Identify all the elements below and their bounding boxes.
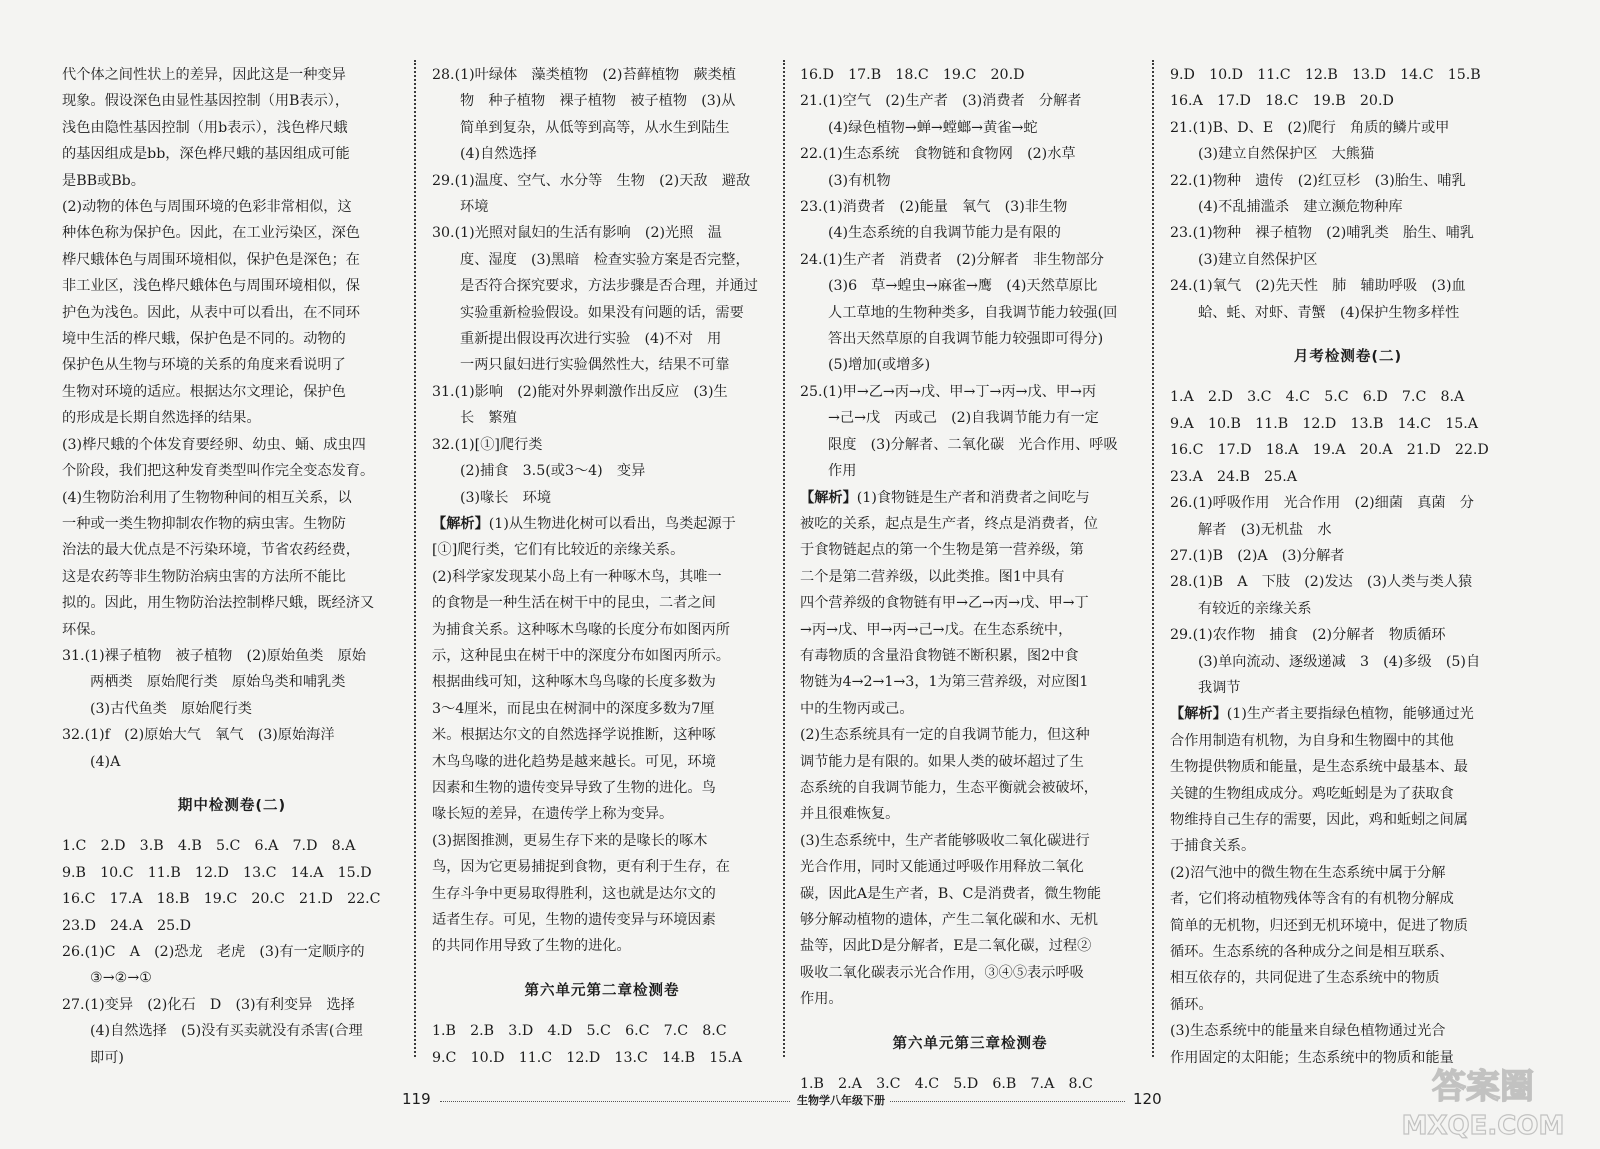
analysis-line: 关键的生物组成成分。鸡吃蚯蚓是为了获取食 <box>1170 785 1454 802</box>
answer-line: (3)有机物 <box>828 172 891 189</box>
section-heading-unit6-ch2: 第六单元第二章检测卷 <box>524 982 680 999</box>
analysis-block <box>432 511 772 960</box>
analysis-line: 中的生物丙或己。 <box>800 700 914 717</box>
analysis-line: 喙长短的差异，在遗传学上称为变异。 <box>432 806 674 823</box>
text-line: (4)生物防治利用了生物物种间的相互关系，以 <box>62 489 352 506</box>
analysis-line: 够分解动植物的遗体，产生二氧化碳和水、无机 <box>800 912 1098 928</box>
answer-line: 29.(1)农作物 捕食 (2)分解者 物质循环 <box>1170 627 1446 644</box>
answer-line: 9.D 10.D 11.C 12.B 13.D 14.C 15.B <box>1170 67 1481 83</box>
answer-line: 28.(1)叶绿体 藻类植物 (2)苔藓植物 蕨类植 <box>432 67 736 83</box>
text-line: 保护色从生物与环境的关系的角度来看说明了 <box>62 357 346 374</box>
analysis-block <box>800 485 1140 1013</box>
answer-line: 27.(1)变异 (2)化石 D (3)有利变异 选择 <box>62 996 355 1013</box>
answer-line: 23.(1)物种 裸子植物 (2)哺乳类 胎生、哺乳 <box>1170 225 1474 242</box>
text-line: 浅色由隐性基因控制（用b表示），浅色桦尺蛾 <box>62 119 348 136</box>
column-separator <box>1152 60 1154 1057</box>
analysis-line: 盐等，因此D是分解者，E是二氧化碳，过程② <box>800 938 1092 955</box>
answer-line: 实验重新检验假设。如果没有问题的话，需要 <box>460 304 744 321</box>
text-line: 拟的。因此，用生物防治法控制桦尺蛾，既经济又 <box>62 595 375 612</box>
footer-rule <box>890 1101 1125 1102</box>
answer-line: 一两只鼠妇进行实验偶然性大，结果不可靠 <box>460 357 730 374</box>
analysis-line: 示，这种昆虫在树干中的深度分布如图丙所示。 <box>432 647 730 664</box>
analysis-line: 木鸟鸟喙的进化趋势是越来越长。可见，环境 <box>432 753 716 770</box>
answer-line: (3)6 草→蝗虫→麻雀→鹰 (4)天然草原比 <box>828 278 1098 295</box>
answer-line: (3)建立自然保护区 大熊猫 <box>1198 146 1375 163</box>
text-line: 一种或一类生物抑制农作物的病虫害。生物防 <box>62 515 346 532</box>
analysis-line: 四个营养级的食物链有甲→乙→丙→戊、甲→丁 <box>800 595 1089 612</box>
answer-line: 9.A 10.B 11.B 12.D 13.B 14.C 15.A <box>1170 415 1479 432</box>
text-line: 代个体之间性状上的差异，因此这是一种变异 <box>62 67 346 83</box>
answer-line: 30.(1)光照对鼠妇的生活有影响 (2)光照 温 <box>432 225 722 242</box>
answer-line: 16.D 17.B 18.C 19.C 20.D <box>800 67 1025 83</box>
answer-line: (3)单向流动、逐级递减 3 (4)多级 (5)自 <box>1198 653 1481 670</box>
answer-line: 24.(1)氧气 (2)先天性 肺 辅助呼吸 (3)血 <box>1170 278 1466 295</box>
answer-line: (3)喙长 环境 <box>460 489 552 506</box>
answer-line: 31.(1)裸子植物 被子植物 (2)原始鱼类 原始 <box>62 647 366 664</box>
answer-line: 人工草地的生物种类多，自我调节能力较强(回 <box>828 304 1118 321</box>
analysis-tag: 【解析】 <box>800 489 857 506</box>
text-line: 这是农药等非生物防治病虫害的方法所不能比 <box>62 568 346 585</box>
answer-line: 22.(1)物种 遗传 (2)红豆杉 (3)胎生、哺乳 <box>1170 172 1466 189</box>
analysis-line: 吸收二氧化碳表示光合作用，③④⑤表示呼吸 <box>800 964 1084 981</box>
answer-line: 度、湿度 (3)黑暗 检查实验方案是否完整， <box>460 251 750 268</box>
analysis-text: (1)生产者主要指绿色植物，能够通过光 <box>1226 706 1474 723</box>
answer-line: 即可) <box>90 1049 124 1066</box>
answer-block <box>432 1018 772 1071</box>
answer-line: 重新提出假设再次进行实验 (4)不对 用 <box>460 331 722 348</box>
analysis-line: 相互依存的，共同促进了生态系统中的物质 <box>1170 970 1440 987</box>
answer-line: 环境 <box>460 199 489 216</box>
answer-line: 21.(1)B、D、E (2)爬行 角质的鳞片或甲 <box>1170 119 1450 136</box>
page-number-left: 119 <box>402 1090 431 1108</box>
analysis-tag: 【解析】 <box>1170 706 1227 723</box>
watermark-url: MXQE.COM <box>1401 1111 1565 1141</box>
section-heading-monthly: 月考检测卷(二) <box>1293 349 1403 366</box>
answer-line: ③→②→① <box>90 970 152 987</box>
analysis-line: 为捕食关系。这种啄木鸟喙的长度分布如图丙所 <box>432 621 730 638</box>
footer-rule <box>440 1101 790 1102</box>
analysis-line <box>800 485 1140 511</box>
answer-line: 我调节 <box>1198 679 1241 696</box>
analysis-line: (2)沼气池中的微生物在生态系统中属于分解 <box>1170 864 1446 881</box>
analysis-line: 作用。 <box>800 991 843 1008</box>
analysis-line: 碳，因此A是生产者，B、C是消费者，微生物能 <box>800 885 1102 902</box>
analysis-line: →丙→戊、甲→丙→己→戊。在生态系统中， <box>800 621 1073 638</box>
answer-line: 29.(1)温度、空气、水分等 生物 (2)天敌 避敌 <box>432 172 751 189</box>
analysis-text: (1)从生物进化树可以看出，鸟类起源于 <box>488 515 736 532</box>
column-separator <box>783 60 785 1057</box>
analysis-line: 态系统的自我调节能力，生态平衡就会被破坏， <box>800 779 1098 796</box>
analysis-line: (2)科学家发现某小岛上有一种啄木鸟，其唯一 <box>432 568 722 585</box>
analysis-tag: 【解析】 <box>432 515 489 532</box>
section-heading-midterm: 期中检测卷(二) <box>177 797 287 814</box>
analysis-line: (3)生态系统中的能量来自绿色植物通过光合 <box>1170 1023 1446 1040</box>
analysis-line: 并且很难恢复。 <box>800 806 900 823</box>
answer-block <box>1170 384 1526 701</box>
answer-line: 1.A 2.D 3.C 4.C 5.C 6.D 7.C 8.A <box>1170 389 1465 406</box>
text-line: 非工业区，浅色桦尺蛾体色与周围环境相似，保 <box>62 278 360 295</box>
answer-line: 23.A 24.B 25.A <box>1170 468 1297 485</box>
analysis-line: (3)生态系统中，生产者能够吸收二氧化碳进行 <box>800 832 1090 849</box>
analysis-line: 循环。 <box>1170 996 1213 1013</box>
answer-block <box>62 643 402 775</box>
analysis-line: 于捕食关系。 <box>1170 838 1256 855</box>
answer-line: 蛤、蚝、对虾、青蟹 (4)保护生物多样性 <box>1198 304 1460 321</box>
text-line: 现象。假设深色由显性基因控制（用B表示）， <box>62 93 350 110</box>
answer-line: 23.D 24.A 25.D <box>62 917 192 934</box>
text-line: 生物对环境的适应。根据达尔文理论，保护色 <box>62 383 346 400</box>
analysis-line: 的共同作用导致了生物的进化。 <box>432 938 631 955</box>
answer-line: 长 繁殖 <box>460 410 517 427</box>
text-line: 的形成是长期自然选择的结果。 <box>62 410 261 427</box>
text-line: (3)桦尺蛾的个体发育要经卵、幼虫、蛹、成虫四 <box>62 436 366 453</box>
text-line: 个阶段，我们把这种发育类型叫作完全变态发育。 <box>62 463 375 480</box>
answer-line: 物 种子植物 裸子植物 被子植物 (3)从 <box>460 93 736 110</box>
answer-line: (4)不乱捕滥杀 建立濒危物种库 <box>1198 199 1403 216</box>
analysis-line: 根据曲线可知，这种啄木鸟鸟喙的长度多数为 <box>432 674 716 691</box>
answer-line: 作用 <box>828 463 857 480</box>
analysis-line: 因素和生物的遗传变异导致了生物的进化。鸟 <box>432 779 716 796</box>
answer-line: 23.(1)消费者 (2)能量 氧气 (3)非生物 <box>800 199 1068 216</box>
answer-line: 32.(1)f (2)原始大气 氧气 (3)原始海洋 <box>62 727 335 744</box>
analysis-line: (3)据图推测，更易生存下来的是喙长的啄木 <box>432 832 708 849</box>
watermark-text: 答案圈 <box>1432 1067 1534 1107</box>
answer-block <box>1170 62 1526 326</box>
answer-line: →己→戊 丙或己 (2)自我调节能力有一定 <box>828 410 1099 427</box>
answer-line: 有较近的亲缘关系 <box>1198 600 1312 617</box>
column-separator <box>414 60 416 1057</box>
answer-line: 22.(1)生态系统 食物链和食物网 (2)水草 <box>800 146 1076 163</box>
watermark-logo <box>1388 1058 1578 1142</box>
answer-line: 28.(1)B A 下肢 (2)发达 (3)人类与类人猿 <box>1170 574 1473 591</box>
analysis-line: 的食物是一种生活在树干中的昆虫，二者之间 <box>432 595 716 612</box>
answer-line: (5)增加(或增多) <box>828 357 931 374</box>
analysis-line: 有毒物质的含量沿食物链不断积累，图2中食 <box>800 647 1079 664</box>
answer-line: 32.(1)[①]爬行类 <box>432 436 543 453</box>
answer-line: 解者 (3)无机盐 水 <box>1198 521 1332 538</box>
text-line: 的基因组成是bb，深色桦尺蛾的基因组成可能 <box>62 146 350 163</box>
analysis-block <box>1170 701 1526 1071</box>
analysis-line: 简单的无机物，归还到无机环境中，促进了物质 <box>1170 917 1468 934</box>
answer-line: 简单到复杂，从低等到高等，从水生到陆生 <box>460 119 730 136</box>
text-line: (2)动物的体色与周围环境的色彩非常相似，这 <box>62 199 352 216</box>
book-title: 生物学八年级下册 <box>797 1094 885 1107</box>
analysis-line: 生存斗争中更易取得胜利，这也就是达尔文的 <box>432 885 716 902</box>
analysis-line: 物链为4→2→1→3，1为第三营养级，对应图1 <box>800 674 1089 691</box>
answer-line: 是否符合探究要求，方法步骤是否合理，并通过 <box>460 278 758 295</box>
analysis-line: 光合作用，同时又能通过呼吸作用释放二氧化 <box>800 859 1084 876</box>
answer-line: 答出天然草原的自我调节能力较强即可得分) <box>828 331 1104 348</box>
answer-line: 24.(1)生产者 消费者 (2)分解者 非生物部分 <box>800 251 1104 268</box>
analysis-line: 米。根据达尔文的自然选择学说推断，这种啄 <box>432 727 716 744</box>
analysis-line: (2)生态系统具有一定的自我调节能力，但这种 <box>800 727 1090 744</box>
answer-line: (3)建立自然保护区 <box>1198 251 1318 268</box>
answer-line: (4)自然选择 <box>460 146 537 163</box>
text-line: 9.C 10.D 11.C 12.D 13.C 14.B 15.A <box>432 1049 743 1066</box>
answer-line: 16.A 17.D 18.C 19.B 20.D <box>1170 93 1394 110</box>
text-line: 桦尺蛾体色与周围环境相似，保护色是深色；在 <box>62 251 360 268</box>
answer-line: 16.C 17.A 18.B 19.C 20.C 21.D 22.C <box>62 891 381 908</box>
analysis-line: 被吃的关系，起点是生产者，终点是消费者，位 <box>800 515 1098 532</box>
answer-block <box>800 62 1140 485</box>
answer-line: (4)A <box>90 753 121 770</box>
text-line: 1.B 2.A 3.C 4.C 5.D 6.B 7.A 8.C <box>800 1076 1093 1093</box>
analysis-line: [①]爬行类，它们有比较近的亲缘关系。 <box>432 542 685 559</box>
analysis-line: 作用固定的太阳能；生态系统中的物质和能量 <box>1170 1049 1454 1066</box>
text-line: 护色为浅色。因此，从表中可以看出，在不同环 <box>62 304 360 321</box>
answer-line: 27.(1)B (2)A (3)分解者 <box>1170 547 1345 564</box>
analysis-line: 合作用制造有机物，为自身和生物圈中的其他 <box>1170 732 1454 749</box>
answer-line: 9.B 10.C 11.B 12.D 13.C 14.A 15.D <box>62 864 372 881</box>
answer-line: 26.(1)呼吸作用 光合作用 (2)细菌 真菌 分 <box>1170 495 1474 512</box>
analysis-line: 物维持自己生存的需要，因此，鸡和蚯蚓之间属 <box>1170 811 1468 828</box>
answer-block <box>62 833 402 1071</box>
section-heading-unit6-ch3: 第六单元第三章检测卷 <box>892 1035 1048 1052</box>
answer-line: (4)自然选择 (5)没有买卖就没有杀害(合理 <box>90 1023 363 1040</box>
text-line: 治法的最大优点是不污染环境，节省农药经费， <box>62 542 360 559</box>
analysis-line: 于食物链起点的第一个生物是第一营养级，第 <box>800 542 1084 559</box>
column-1 <box>62 62 402 1066</box>
column-3 <box>800 62 1140 1093</box>
analysis-line: 二个是第二营养级，以此类推。图1中具有 <box>800 568 1065 585</box>
answer-line: (4)生态系统的自我调节能力是有限的 <box>828 225 1061 242</box>
analysis-line: 循环。生态系统的各种成分之间是相互联系、 <box>1170 944 1454 960</box>
analysis-line: 生物提供物质和能量，是生态系统中最基本、最 <box>1170 759 1468 776</box>
answer-line: (3)古代鱼类 原始爬行类 <box>90 700 252 717</box>
analysis-text: (1)食物链是生产者和消费者之间吃与 <box>856 489 1090 506</box>
answer-line: 26.(1)C A (2)恐龙 老虎 (3)有一定顺序的 <box>62 944 365 960</box>
answer-line: 21.(1)空气 (2)生产者 (3)消费者 分解者 <box>800 93 1082 110</box>
page-number-right: 120 <box>1133 1090 1162 1108</box>
answer-line: (4)绿色植物→蝉→螳螂→黄雀→蛇 <box>828 119 1038 136</box>
text-line: 环保。 <box>62 621 105 638</box>
answer-line: 限度 (3)分解者、二氧化碳 光合作用、呼吸 <box>828 436 1118 453</box>
text-line: 是BB或Bb。 <box>62 172 145 189</box>
analysis-line: 鸟，因为它更易捕捉到食物，更有利于生存，在 <box>432 859 730 876</box>
answer-line: 1.C 2.D 3.B 4.B 5.C 6.A 7.D 8.A <box>62 838 356 855</box>
analysis-line: 者，它们将动植物残体等含有的有机物分解成 <box>1170 891 1454 908</box>
analysis-line <box>1170 701 1526 727</box>
explanation-block <box>62 62 402 643</box>
text-line: 境中生活的桦尺蛾，保护色是不同的。动物的 <box>62 331 346 348</box>
answer-line: 16.C 17.D 18.A 19.A 20.A 21.D 22.D <box>1170 442 1489 459</box>
answer-block <box>432 62 772 511</box>
answer-line: 25.(1)甲→乙→丙→戊、甲→丁→丙→戊、甲→丙 <box>800 383 1097 400</box>
answer-line: (2)捕食 3.5(或3～4) 变异 <box>460 463 646 480</box>
column-4 <box>1170 62 1526 1066</box>
answer-line: 两栖类 原始爬行类 原始鸟类和哺乳类 <box>90 674 346 691</box>
text-line: 1.B 2.B 3.D 4.D 5.C 6.C 7.C 8.C <box>432 1023 727 1040</box>
analysis-line <box>432 511 772 537</box>
answer-line: 31.(1)影响 (2)能对外界刺激作出反应 (3)生 <box>432 383 728 400</box>
text-line: 种体色称为保护色。因此，在工业污染区，深色 <box>62 225 360 242</box>
analysis-line: 适者生存。可见，生物的遗传变异与环境因素 <box>432 912 716 928</box>
analysis-line: 调节能力是有限的。如果人类的破坏超过了生 <box>800 753 1084 770</box>
analysis-line: 3～4厘米，而昆虫在树洞中的深度多数为7厘 <box>432 700 715 717</box>
column-2 <box>432 62 772 1066</box>
